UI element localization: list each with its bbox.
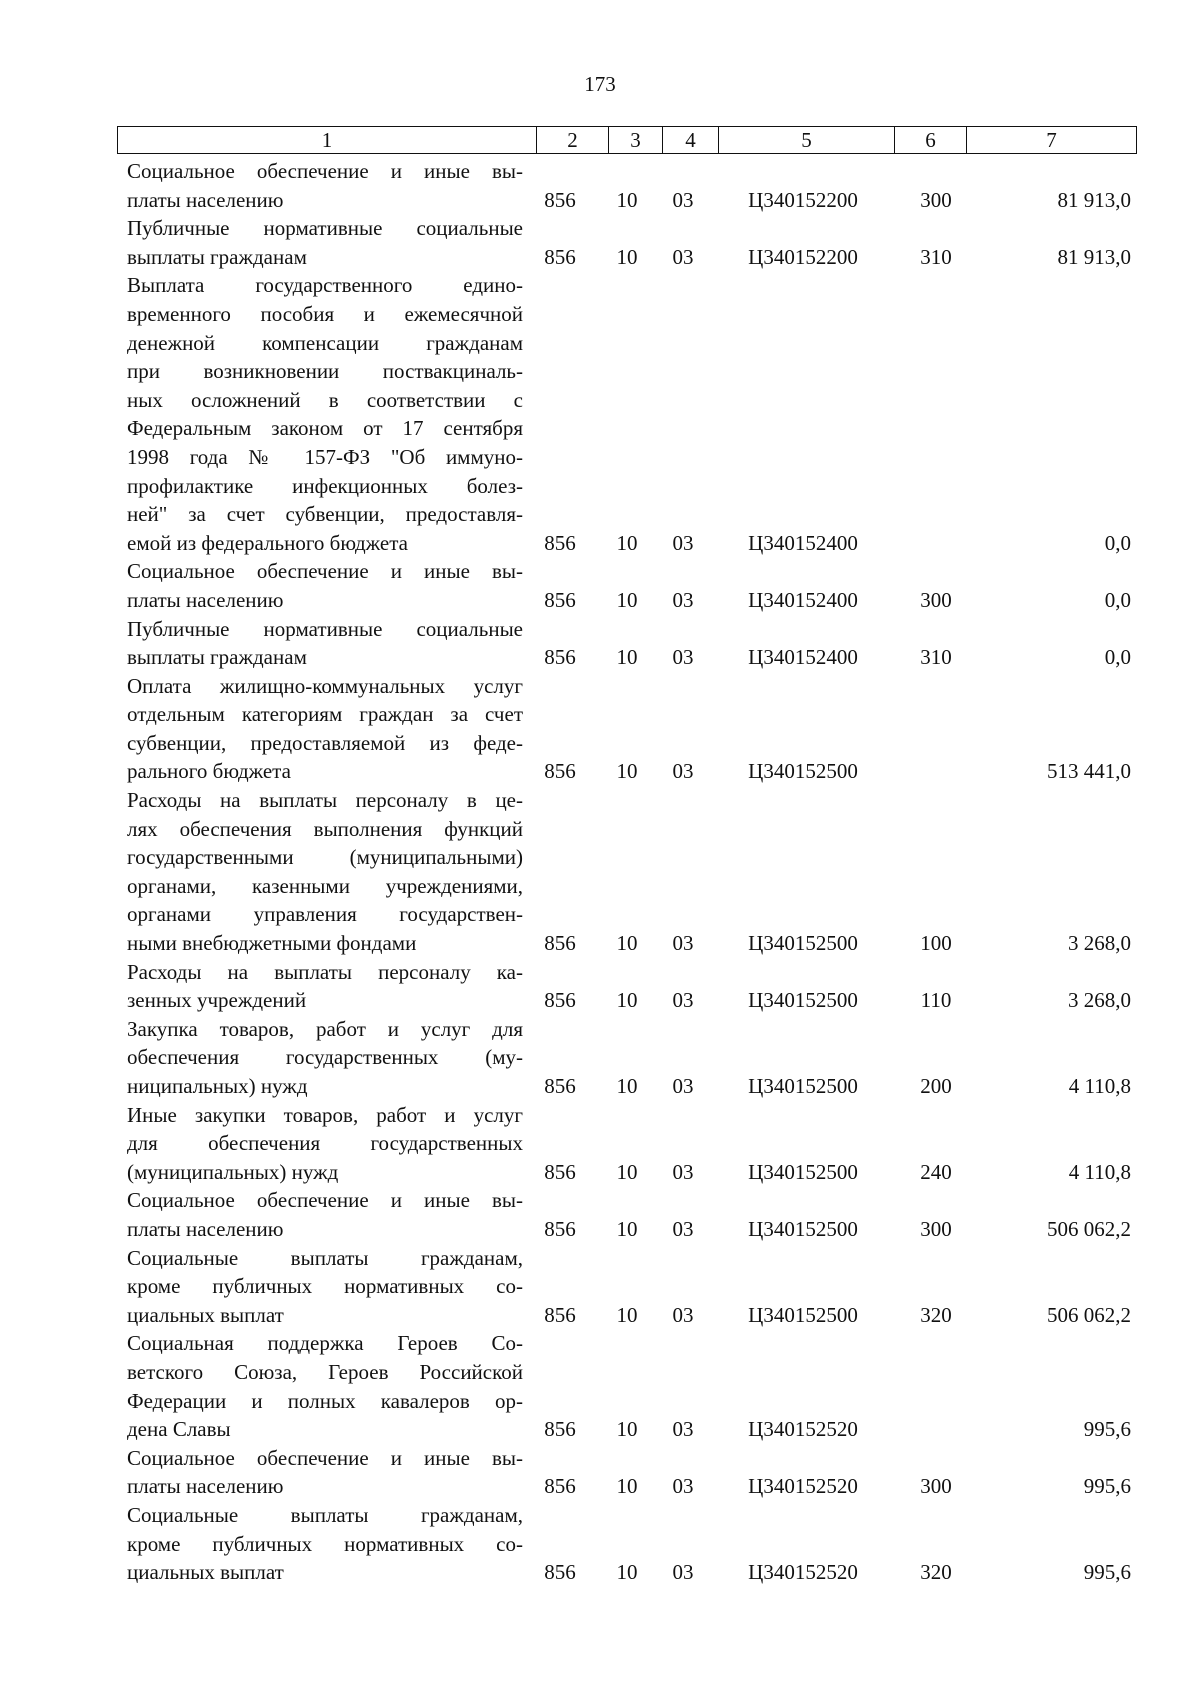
row-target-article-code: Ц340152200 [748, 244, 858, 269]
row-expense-type-code: 110 [920, 988, 952, 1013]
row-subsection-code: 03 [672, 1560, 694, 1585]
row-subsection-code: 03 [672, 1302, 694, 1327]
row-section-code: 10 [616, 187, 638, 212]
header-col-3: 3 [608, 126, 663, 154]
row-subsection-code: 03 [672, 645, 694, 670]
description-line: Социальная поддержка Героев Со- [127, 1331, 523, 1356]
description-line: профилактике инфекционных болез- [127, 473, 523, 498]
row-section-code: 10 [616, 1417, 638, 1442]
description-line: платы населению [127, 587, 284, 612]
row-description [127, 615, 523, 672]
row-subsection-code: 03 [672, 1474, 694, 1499]
row-description [127, 1244, 523, 1330]
row-expense-type-code: 300 [920, 587, 952, 612]
row-expense-type-code [906, 529, 966, 558]
row-department-code: 856 [544, 530, 576, 555]
description-line: при возникновении поствакциналь- [127, 359, 523, 384]
row-department-code: 856 [544, 1417, 576, 1442]
description-line: Оплата жилищно-коммунальных услуг [127, 673, 523, 698]
row-description [127, 672, 523, 786]
table-row [127, 786, 1131, 958]
row-target-article-code: Ц340152500 [748, 1159, 858, 1184]
row-department-code: 856 [544, 645, 576, 670]
table-row [127, 1501, 1131, 1587]
description-line: органами управления государствен- [127, 902, 523, 927]
description-line: органами, казенными учреждениями, [127, 873, 523, 898]
row-department-code: 856 [544, 1216, 576, 1241]
description-line: Иные закупки товаров, работ и услуг [127, 1102, 523, 1127]
row-description [127, 214, 523, 271]
row-amount: 995,6 [1083, 1474, 1131, 1499]
header-col-6: 6 [894, 126, 967, 154]
row-section-code: 10 [616, 1474, 638, 1499]
row-description [127, 157, 523, 214]
row-target-article-code: Ц340152400 [748, 530, 858, 555]
row-target-article-code: Ц340152200 [748, 187, 858, 212]
row-expense-type-code: 310 [920, 645, 952, 670]
row-subsection-code: 03 [672, 587, 694, 612]
row-department-code: 856 [544, 587, 576, 612]
description-line: Социальное обеспечение и иные вы- [127, 1445, 523, 1470]
description-line: выплаты гражданам [127, 244, 307, 269]
row-section-code: 10 [616, 1302, 638, 1327]
description-line: Социальное обеспечение и иные вы- [127, 559, 523, 584]
row-target-article-code: Ц340152400 [748, 587, 858, 612]
table-row [127, 672, 1131, 786]
row-section-code: 10 [616, 587, 638, 612]
description-line: обеспечения государственных (му- [127, 1045, 523, 1070]
description-line: емой из федерального бюджета [127, 530, 408, 555]
row-amount: 3 268,0 [1068, 988, 1131, 1013]
row-target-article-code: Ц340152520 [748, 1474, 858, 1499]
description-line: отдельным категориям граждан за счет [127, 702, 523, 727]
description-line: платы населению [127, 1216, 284, 1241]
table-row [127, 1186, 1131, 1243]
row-expense-type-code: 300 [920, 1216, 952, 1241]
row-section-code: 10 [616, 1560, 638, 1585]
row-target-article-code: Ц340152500 [748, 931, 858, 956]
row-amount: 3 268,0 [1068, 931, 1131, 956]
row-department-code: 856 [544, 187, 576, 212]
table-row [127, 958, 1131, 1015]
row-subsection-code: 03 [672, 759, 694, 784]
description-line: Федеральным законом от 17 сентября [127, 416, 523, 441]
table-row [127, 1015, 1131, 1101]
row-subsection-code: 03 [672, 187, 694, 212]
row-amount: 0,0 [1104, 645, 1131, 670]
row-subsection-code: 03 [672, 1074, 694, 1098]
row-section-code: 10 [616, 1216, 638, 1241]
table-row [127, 214, 1131, 271]
row-department-code: 856 [544, 931, 576, 956]
row-department-code: 856 [544, 244, 576, 269]
description-line: кроме публичных нормативных со- [127, 1531, 523, 1556]
row-department-code: 856 [544, 759, 576, 784]
table-row [127, 157, 1131, 214]
row-amount: 506 062,2 [1047, 1302, 1131, 1327]
row-department-code: 856 [544, 1159, 576, 1184]
row-department-code: 856 [544, 1474, 576, 1499]
description-line: ветского Союза, Героев Российской [127, 1359, 523, 1384]
row-target-article-code: Ц340152520 [748, 1417, 858, 1442]
row-target-article-code: Ц340152500 [748, 1074, 858, 1098]
description-line: лях обеспечения выполнения функций [127, 816, 523, 841]
description-line: зенных учреждений [127, 988, 307, 1013]
row-description [127, 958, 523, 1015]
description-line: денежной компенсации гражданам [127, 330, 523, 355]
header-col-4: 4 [662, 126, 719, 154]
description-line: Расходы на выплаты персоналу ка- [127, 959, 523, 984]
description-line: кроме публичных нормативных со- [127, 1274, 523, 1299]
row-expense-type-code: 240 [920, 1159, 952, 1184]
row-subsection-code: 03 [672, 244, 694, 269]
table-header-row [117, 126, 1138, 154]
row-section-code: 10 [616, 1074, 638, 1098]
row-department-code: 856 [544, 1302, 576, 1327]
row-section-code: 10 [616, 645, 638, 670]
description-line: Закупка товаров, работ и услуг для [127, 1016, 523, 1041]
header-col-5: 5 [718, 126, 895, 154]
row-section-code: 10 [616, 759, 638, 784]
row-subsection-code: 03 [672, 931, 694, 956]
row-subsection-code: 03 [672, 530, 694, 555]
row-description [127, 271, 523, 557]
row-target-article-code: Ц340152500 [748, 1302, 858, 1327]
row-description [127, 1444, 523, 1501]
row-expense-type-code: 320 [920, 1560, 952, 1585]
row-target-article-code: Ц340152500 [748, 1216, 858, 1241]
row-section-code: 10 [616, 244, 638, 269]
row-description [127, 1329, 523, 1443]
row-amount: 81 913,0 [1057, 187, 1131, 212]
description-line: Социальные выплаты гражданам, [127, 1502, 523, 1527]
description-line: государственными (муниципальными) [127, 845, 523, 870]
description-line: ней" за счет субвенции, предоставля- [127, 502, 523, 527]
description-line: Федерации и полных кавалеров ор- [127, 1388, 523, 1413]
row-department-code: 856 [544, 1560, 576, 1585]
row-description [127, 1101, 523, 1187]
row-expense-type-code: 200 [920, 1074, 952, 1098]
description-line: платы населению [127, 187, 284, 212]
row-subsection-code: 03 [672, 1417, 694, 1442]
row-target-article-code: Ц340152520 [748, 1560, 858, 1585]
page-number: 173 [584, 72, 616, 96]
row-amount: 513 441,0 [1047, 759, 1131, 784]
table-body [127, 157, 1131, 1587]
row-amount: 506 062,2 [1047, 1216, 1131, 1241]
row-description [127, 1015, 523, 1101]
description-line: дена Славы [127, 1417, 231, 1442]
description-line: Социальные выплаты гражданам, [127, 1245, 523, 1270]
header-col-2: 2 [536, 126, 609, 154]
description-line: Социальное обеспечение и иные вы- [127, 1188, 523, 1213]
description-line: для обеспечения государственных [127, 1131, 523, 1156]
row-section-code: 10 [616, 1159, 638, 1184]
row-amount: 81 913,0 [1057, 244, 1131, 269]
table-row [127, 1244, 1131, 1330]
table-row [127, 1329, 1131, 1443]
table-row [127, 1101, 1131, 1187]
description-line: субвенции, предоставляемой из феде- [127, 730, 523, 755]
row-subsection-code: 03 [672, 988, 694, 1013]
row-description [127, 557, 523, 614]
row-expense-type-code [906, 757, 966, 786]
row-description [127, 1186, 523, 1243]
description-line: циальных выплат [127, 1560, 284, 1585]
description-line: (муниципальных) нужд [127, 1159, 339, 1184]
description-line: Расходы на выплаты персоналу в це- [127, 788, 523, 813]
row-subsection-code: 03 [672, 1216, 694, 1241]
table-row [127, 557, 1131, 614]
header-col-1: 1 [117, 126, 537, 154]
description-line: временного пособия и ежемесячной [127, 301, 523, 326]
description-line: рального бюджета [127, 759, 291, 784]
table-row [127, 1444, 1131, 1501]
row-expense-type-code [906, 1415, 966, 1444]
description-line: выплаты гражданам [127, 645, 307, 670]
description-line: Выплата государственного едино- [127, 273, 523, 298]
table-row [127, 271, 1131, 557]
row-target-article-code: Ц340152500 [748, 759, 858, 784]
description-line: ных осложнений в соответствии с [127, 387, 523, 412]
description-line: циальных выплат [127, 1302, 284, 1327]
row-amount: 0,0 [1104, 530, 1131, 555]
row-target-article-code: Ц340152400 [748, 645, 858, 670]
row-target-article-code: Ц340152500 [748, 988, 858, 1013]
description-line: платы населению [127, 1474, 284, 1499]
description-line: Публичные нормативные социальные [127, 616, 523, 641]
description-line: Публичные нормативные социальные [127, 216, 523, 241]
row-section-code: 10 [616, 931, 638, 956]
description-line: ными внебюджетными фондами [127, 931, 417, 956]
row-expense-type-code: 300 [920, 1474, 952, 1499]
description-line: Социальное обеспечение и иные вы- [127, 159, 523, 183]
row-section-code: 10 [616, 988, 638, 1013]
description-line: ниципальных) нужд [127, 1074, 308, 1098]
row-amount: 0,0 [1104, 587, 1131, 612]
row-expense-type-code: 310 [920, 244, 952, 269]
row-expense-type-code: 100 [920, 931, 952, 956]
row-amount: 995,6 [1083, 1417, 1131, 1442]
row-expense-type-code: 300 [920, 187, 952, 212]
row-amount: 4 110,8 [1068, 1074, 1131, 1098]
row-department-code: 856 [544, 988, 576, 1013]
row-expense-type-code: 320 [920, 1302, 952, 1327]
row-subsection-code: 03 [672, 1159, 694, 1184]
row-description [127, 786, 523, 958]
row-section-code: 10 [616, 530, 638, 555]
row-amount: 4 110,8 [1068, 1159, 1131, 1184]
header-col-7: 7 [966, 126, 1137, 154]
row-department-code: 856 [544, 1074, 576, 1098]
row-description [127, 1501, 523, 1587]
table-row [127, 615, 1131, 672]
row-amount: 995,6 [1083, 1560, 1131, 1585]
description-line: 1998 года № 157-ФЗ "Об иммуно- [127, 444, 523, 469]
